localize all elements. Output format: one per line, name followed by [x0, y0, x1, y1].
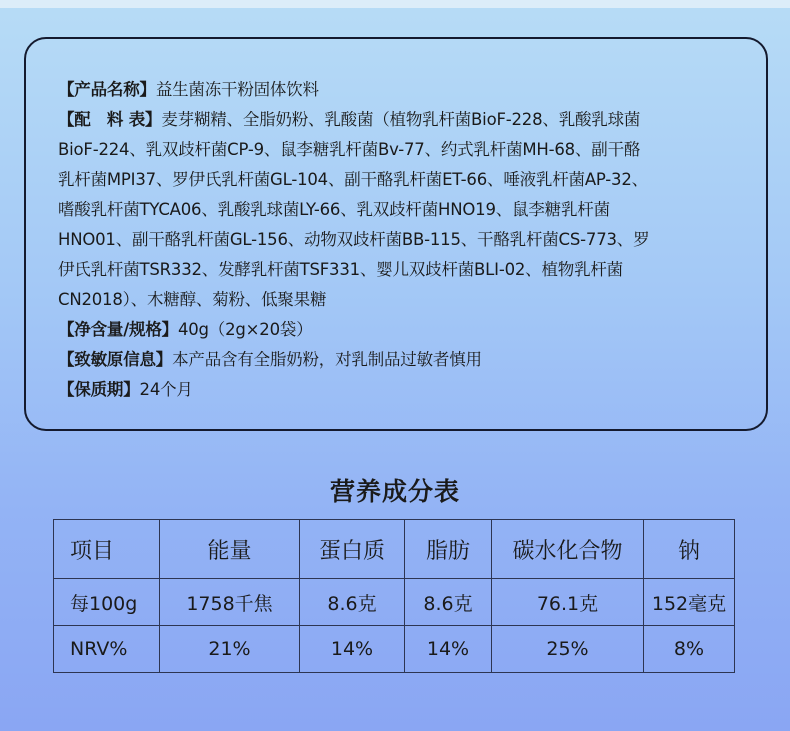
ingredients-text-line: HNO01、副干酪乳杆菌GL-156、动物双歧杆菌BB-115、干酪乳杆菌CS-773、罗	[58, 230, 650, 249]
ingredients-text-line: 乳杆菌MPI37、罗伊氏乳杆菌GL-104、副干酪乳杆菌ET-66、唾液乳杆菌AP-32、	[58, 170, 648, 189]
table-row	[54, 579, 735, 626]
allergen-line	[58, 345, 742, 375]
table-cell: 21%	[160, 626, 300, 673]
table-row	[54, 626, 735, 673]
table-cell: 每100g	[54, 579, 160, 626]
net-content-label: 【净含量/规格】	[58, 320, 178, 339]
net-content-value: 40g（2g×20袋）	[177, 320, 313, 339]
table-cell: 1758千焦	[160, 579, 300, 626]
header-cell-protein: 蛋白质	[300, 520, 405, 579]
ingredients-text-line: 麦芽糊精、全脂奶粉、乳酸菌（植物乳杆菌BioF-228、乳酸乳球菌	[161, 110, 641, 129]
header-cell-item: 项目	[54, 520, 160, 579]
ingredients-text-line: 伊氏乳杆菌TSR332、发酵乳杆菌TSF331、婴儿双歧杆菌BLI-02、植物乳杆菌	[58, 260, 623, 279]
table-cell: 14%	[300, 626, 405, 673]
table-cell: 25%	[492, 626, 644, 673]
table-cell: 152毫克	[644, 579, 735, 626]
ingredients-label: 【配 料 表】	[58, 110, 162, 129]
allergen-label: 【致敏原信息】	[58, 350, 173, 369]
table-cell: 8.6克	[405, 579, 492, 626]
table-cell: 14%	[405, 626, 492, 673]
top-band	[0, 0, 790, 8]
table-cell: 8%	[644, 626, 735, 673]
nutrition-table	[53, 519, 735, 673]
header-cell-carbohydrate: 碳水化合物	[492, 520, 644, 579]
product-info-box	[24, 37, 768, 431]
product-name-line	[58, 75, 742, 105]
header-cell-fat: 脂肪	[405, 520, 492, 579]
shelf-life-value: 24个月	[139, 380, 193, 399]
header-cell-sodium: 钠	[644, 520, 735, 579]
ingredients-text-line: 嗜酸乳杆菌TYCA06、乳酸乳球菌LY-66、乳双歧杆菌HNO19、鼠李糖乳杆菌	[58, 200, 610, 219]
header-cell-energy: 能量	[160, 520, 300, 579]
table-cell: 8.6克	[300, 579, 405, 626]
net-content-line	[58, 315, 742, 345]
table-cell: NRV%	[54, 626, 160, 673]
product-name-value: 益生菌冻干粉固体饮料	[155, 80, 319, 99]
table-header-row	[54, 520, 735, 579]
ingredients-line	[58, 105, 742, 135]
table-cell: 76.1克	[492, 579, 644, 626]
nutrition-table-title: 营养成分表	[329, 477, 460, 506]
product-name-label: 【产品名称】	[58, 80, 156, 99]
ingredients-text-line: CN2018）、木糖醇、菊粉、低聚果糖	[58, 290, 327, 309]
shelf-life-line	[58, 375, 742, 405]
shelf-life-label: 【保质期】	[58, 380, 140, 399]
ingredients-text-line: BioF-224、乳双歧杆菌CP-9、鼠李糖乳杆菌Bv-77、约式乳杆菌MH-68、副干酪	[58, 140, 641, 159]
allergen-value: 本产品含有全脂奶粉，对乳制品过敏者慎用	[172, 350, 482, 369]
